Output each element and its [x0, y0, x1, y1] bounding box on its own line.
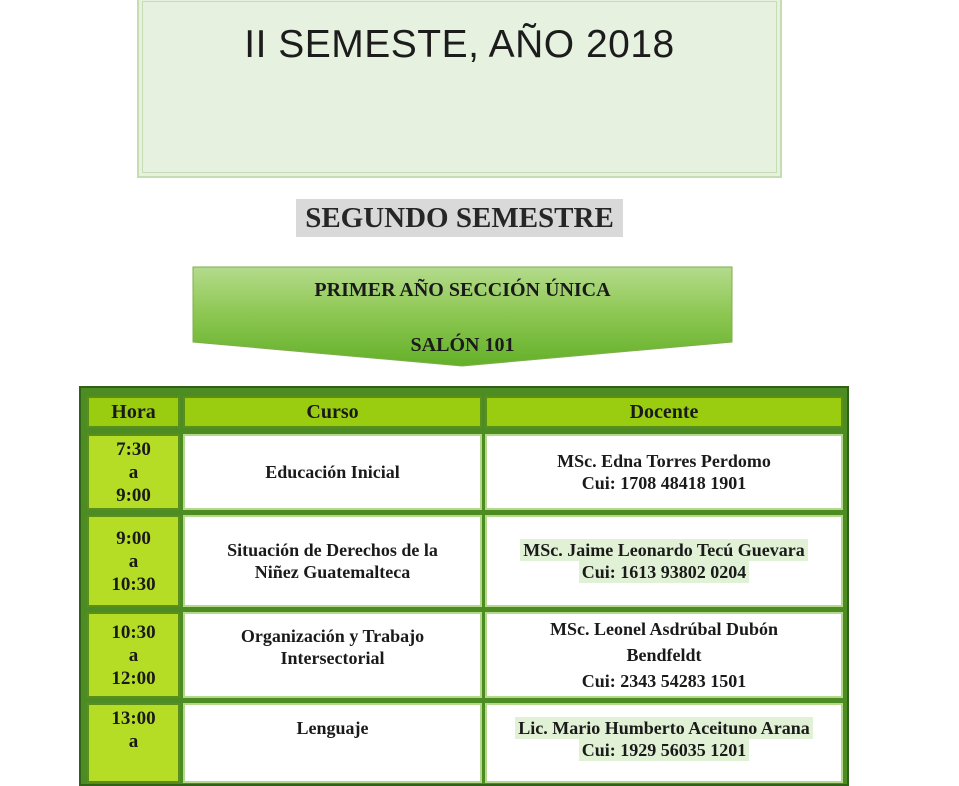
table-row-docente [485, 612, 843, 698]
title-box [137, 0, 782, 178]
time-end: 9:00 [116, 484, 151, 506]
schedule-table [79, 386, 849, 786]
time-start: 10:30 [111, 621, 156, 643]
table-row-curso [183, 434, 482, 510]
table-row-hora [87, 612, 180, 698]
course-name: Situación de Derechos de la [227, 540, 438, 560]
banner-room-label: SALÓN 101 [410, 334, 515, 356]
teacher-name: Lic. Mario Humberto Aceituno Arana [515, 717, 812, 739]
time-separator: a [128, 461, 139, 483]
table-row-docente [485, 703, 843, 783]
table-row-curso [183, 703, 482, 783]
teacher-cui: Cui: 1613 93802 0204 [579, 561, 750, 583]
teacher-name: MSc. Jaime Leonardo Tecú Guevara [520, 539, 808, 561]
course-name-cont: Intersectorial [280, 648, 385, 668]
time-start: 13:00 [111, 708, 156, 729]
section-banner [192, 266, 733, 368]
teacher-name: MSc. Leonel Asdrúbal Dubón [549, 619, 779, 639]
table-row-hora [87, 515, 180, 607]
table-row-curso [183, 515, 482, 607]
table-row-hora [87, 703, 180, 783]
header-curso: Curso [183, 396, 482, 428]
header-hora: Hora [87, 396, 180, 428]
time-start: 7:30 [116, 438, 151, 460]
course-name: Organización y Trabajo [240, 626, 425, 646]
course-name-cont: Niñez Guatemalteca [254, 562, 411, 582]
time-start: 9:00 [116, 527, 151, 549]
teacher-cui: Cui: 1708 48418 1901 [581, 473, 747, 493]
time-end: 10:30 [111, 573, 156, 595]
time-end: 12:00 [111, 667, 156, 689]
table-row-docente [485, 434, 843, 510]
teacher-name: MSc. Edna Torres Perdomo [557, 451, 771, 471]
time-separator: a [128, 731, 139, 752]
course-name: Educación Inicial [265, 462, 400, 482]
header-docente: Docente [485, 396, 843, 428]
banner-section-label: PRIMER AÑO SECCIÓN ÚNICA [314, 279, 611, 301]
document-title: II SEMESTE, AÑO 2018 [244, 23, 675, 66]
time-separator: a [128, 550, 139, 572]
teacher-name-cont: Bendfeldt [626, 645, 702, 665]
teacher-cui: Cui: 2343 54283 1501 [581, 671, 747, 691]
time-separator: a [128, 644, 139, 666]
table-row-curso [183, 612, 482, 698]
table-row-docente [485, 515, 843, 607]
table-row-hora [87, 434, 180, 510]
teacher-cui: Cui: 1929 56035 1201 [579, 739, 750, 761]
semester-heading: SEGUNDO SEMESTRE [296, 199, 623, 237]
course-name: Lenguaje [296, 718, 369, 738]
